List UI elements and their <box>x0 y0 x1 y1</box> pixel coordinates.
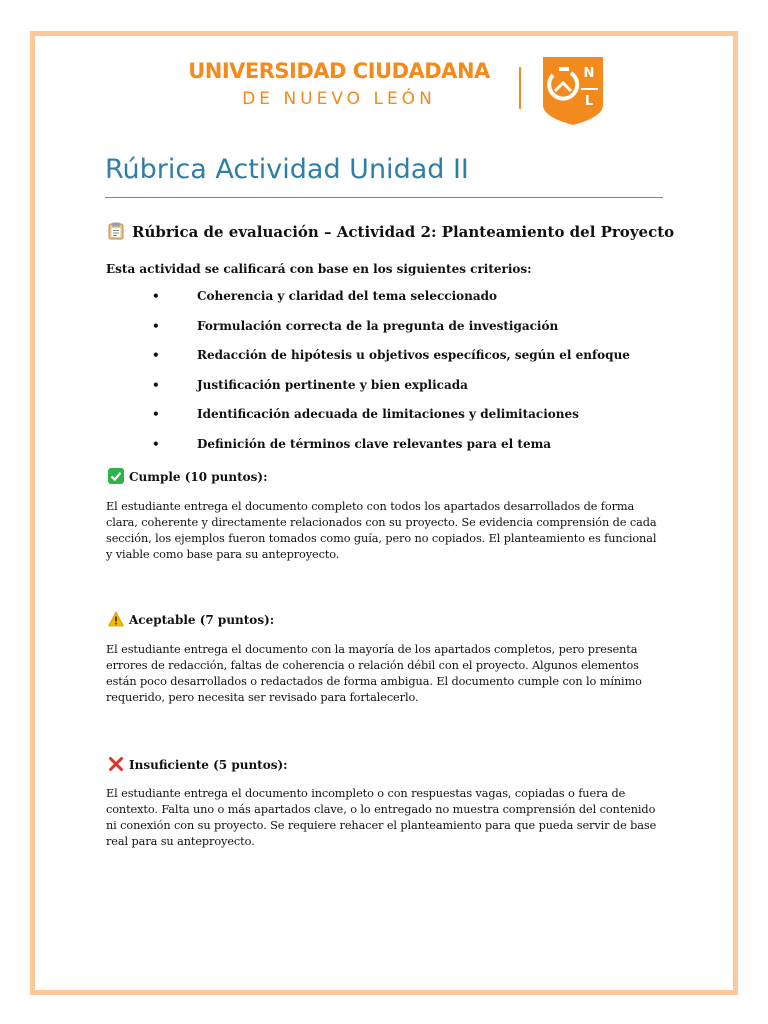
page-title: Rúbrica Actividad Unidad II <box>105 154 469 185</box>
level-cumple-description: El estudiante entrega el documento completo con todos los apartados desarrollados de forma clara, coherente y directamente relacionados con su proyecto. Se evidencia comprensión de cada sección, los ejemplos fueron tomados como guía, pero no copiados. El planteamiento es funcional y viable como base para su anteproyecto. <box>106 500 657 561</box>
university-seal-icon <box>541 55 605 127</box>
level-aceptable-description: El estudiante entrega el documento con la mayoría de los apartados completos, pero presenta errores de redacción, faltas de coherencia o relación débil con el proyecto. Algunos elementos están poco desarrollados o redactados de forma ambigua. El documento cumple con lo mínimo requerido, pero necesita ser revisado para fortalecerlo. <box>106 643 642 704</box>
criterion-text: Redacción de hipótesis u objetivos específicos, según el enfoque <box>197 348 630 363</box>
bullet-icon: • <box>152 407 160 422</box>
bullet-icon: • <box>152 348 160 363</box>
logo-name-line1: UNIVERSIDAD CIUDADANA <box>188 59 490 83</box>
criterion-text: Definición de términos clave relevantes para el tema <box>197 436 552 451</box>
level-insuficiente-heading <box>108 756 288 772</box>
check-mark-icon <box>108 468 124 484</box>
clipboard-icon <box>108 222 124 240</box>
logo-divider <box>519 67 521 109</box>
level-insuficiente-description: El estudiante entrega el documento incompleto o con respuestas vagas, copiadas o fuera de contexto. Falta uno o más apartados clave, o lo entregado no muestra comprensión del contenido ni conexión con su proyecto. Se requiere rehacer el planteamiento para que pueda servir de base real para su anteproyecto. <box>106 787 657 848</box>
cross-mark-icon <box>108 756 124 772</box>
criterion-text: Formulación correcta de la pregunta de investigación <box>197 318 559 333</box>
title-underline <box>105 197 663 198</box>
rubric-subheading <box>108 222 678 241</box>
university-logo <box>178 55 608 125</box>
level-aceptable-title: Aceptable (7 puntos): <box>129 613 275 627</box>
criterion-text: Coherencia y claridad del tema seleccionado <box>197 289 498 303</box>
level-insuficiente-title: Insuficiente (5 puntos): <box>129 758 288 772</box>
criterion-text: Justificación pertinente y bien explicada <box>197 377 468 392</box>
seal-letter-l: L <box>584 94 594 109</box>
bullet-icon: • <box>152 436 160 451</box>
warning-icon <box>108 611 124 627</box>
logo-name-line2: DE NUEVO LEÓN <box>242 89 436 109</box>
level-aceptable-heading <box>108 611 274 627</box>
level-cumple-heading <box>108 468 268 484</box>
rubric-subheading-text: Rúbrica de evaluación – Actividad 2: Planteamiento del Proyecto <box>132 223 675 241</box>
bullet-icon: • <box>152 289 160 303</box>
bullet-icon: • <box>152 318 160 333</box>
criterion-text: Identificación adecuada de limitaciones y delimitaciones <box>197 407 579 422</box>
seal-letter-n: N <box>583 66 595 81</box>
level-cumple-title: Cumple (10 puntos): <box>129 470 268 484</box>
bullet-icon: • <box>152 377 160 392</box>
criteria-intro: Esta actividad se calificará con base en los siguientes criterios: <box>106 262 532 276</box>
